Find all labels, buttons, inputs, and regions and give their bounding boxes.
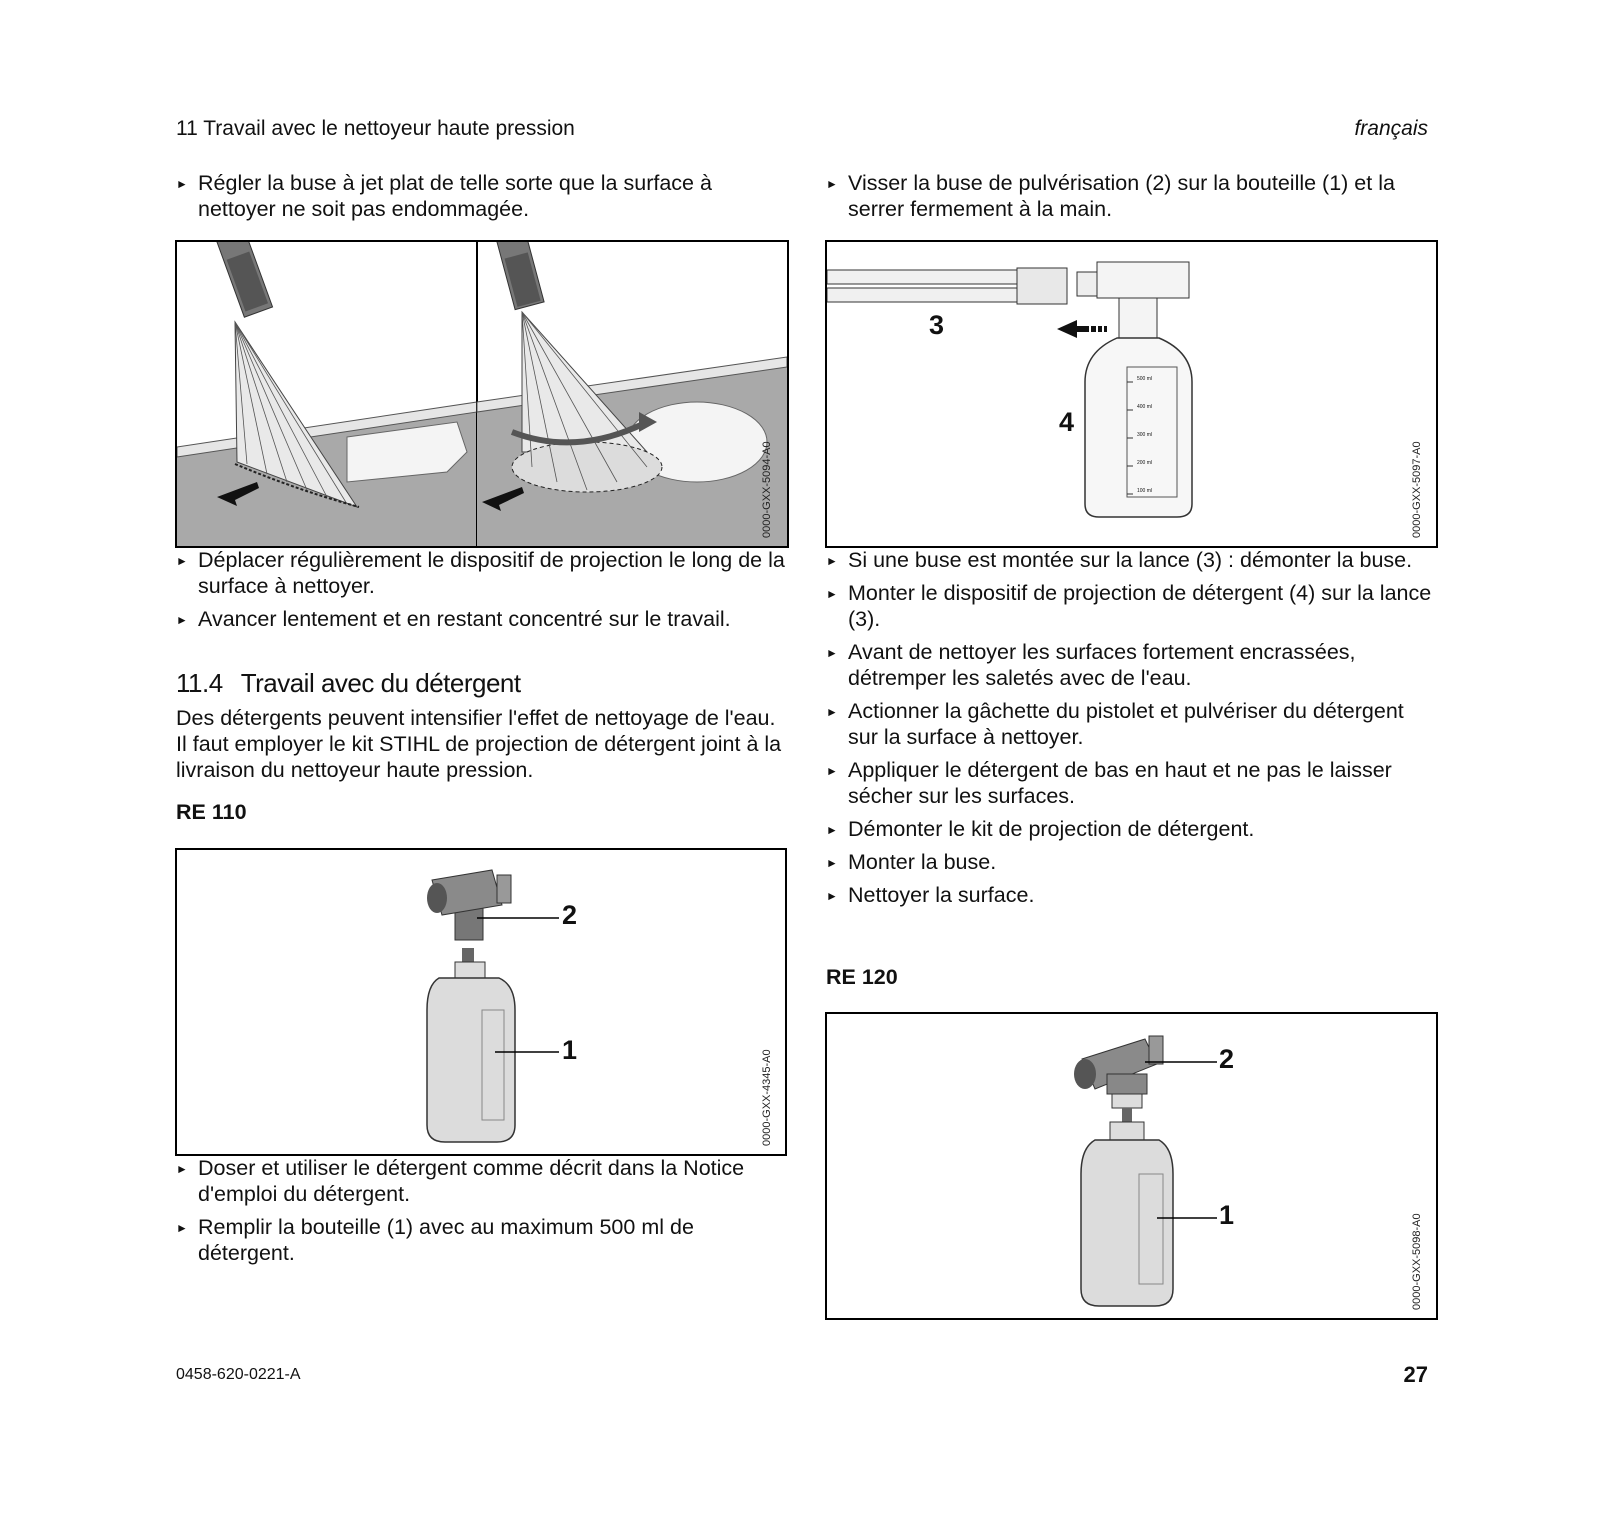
callout-2: 2 <box>562 900 578 930</box>
scale-mark-100: 100 ml <box>1137 488 1153 494</box>
left-bottom-instructions <box>176 1155 786 1273</box>
figure-code: 0000-GXX-5097-A0 <box>1411 441 1423 538</box>
callout-4: 4 <box>1059 407 1075 437</box>
figure-spray-surface <box>175 240 789 548</box>
bullet-item: ► Monter le dispositif de projection de détergent (4) sur la lance (3). <box>826 580 1436 632</box>
spray-surface-illustration <box>177 242 787 546</box>
figure-code: 0000-GXX-5094-A0 <box>761 441 773 538</box>
lance-bottle-illustration <box>827 242 1436 546</box>
left-top-instructions <box>176 170 786 229</box>
chapter-header: 11 Travail avec le nettoyeur haute pression <box>176 117 575 140</box>
callout-1: 1 <box>562 1035 578 1065</box>
section-heading <box>176 668 786 699</box>
bullet-item: ► Actionner la gâchette du pistolet et pulvériser du détergent sur la surface à nettoyer. <box>826 698 1436 750</box>
document-number: 0458-620-0221-A <box>176 1366 301 1383</box>
page-number: 27 <box>1403 1362 1428 1387</box>
callout-1: 1 <box>1219 1200 1235 1230</box>
subhead-re120: RE 120 <box>826 965 898 989</box>
right-instructions <box>826 547 1436 915</box>
bullet-item: ► Régler la buse à jet plat de telle sorte que la surface à nettoyer ne soit pas endommagée. <box>176 170 786 222</box>
re120-sprayer-illustration <box>827 1014 1436 1318</box>
section-number: 11.4 <box>176 668 223 698</box>
bullet-item: ► Remplir la bouteille (1) avec au maximum 500 ml de détergent. <box>176 1214 786 1266</box>
bullet-item: ► Monter la buse. <box>826 849 1436 875</box>
figure-code: 0000-GXX-5098-A0 <box>1411 1213 1423 1310</box>
scale-mark-200: 200 ml <box>1137 460 1153 466</box>
section-paragraph: Des détergents peuvent intensifier l'effet de nettoyage de l'eau. Il faut employer le kit STIHL de projection de détergent joint à la livraison du nettoyeur haute pression. <box>176 706 782 782</box>
bullet-item: ► Démonter le kit de projection de détergent. <box>826 816 1436 842</box>
bullet-item: ► Visser la buse de pulvérisation (2) sur la bouteille (1) et la serrer fermement à la main. <box>826 170 1436 222</box>
callout-3: 3 <box>929 310 945 340</box>
language-label: français <box>1354 117 1428 140</box>
bullet-item: ► Doser et utiliser le détergent comme décrit dans la Notice d'emploi du détergent. <box>176 1155 786 1207</box>
scale-mark-300: 300 ml <box>1137 432 1153 438</box>
scale-mark-500: 500 ml <box>1137 376 1153 382</box>
figure-re110-sprayer <box>175 848 787 1156</box>
scale-mark-400: 400 ml <box>1137 404 1153 410</box>
re110-sprayer-illustration <box>177 850 785 1154</box>
right-top-instructions <box>826 170 1436 229</box>
bullet-item: ► Si une buse est montée sur la lance (3) : démonter la buse. <box>826 547 1436 573</box>
figure-code: 0000-GXX-4345-A0 <box>761 1049 773 1146</box>
bullet-item: ► Avant de nettoyer les surfaces fortement encrassées, détremper les saletés avec de l'eau. <box>826 639 1436 691</box>
bullet-item: ► Appliquer le détergent de bas en haut et ne pas le laisser sécher sur les surfaces. <box>826 757 1436 809</box>
figure-re120-sprayer <box>825 1012 1438 1320</box>
bullet-item: ► Avancer lentement et en restant concentré sur le travail. <box>176 606 786 632</box>
subhead-re110: RE 110 <box>176 800 247 824</box>
section-title: Travail avec du détergent <box>240 668 521 698</box>
figure-lance-bottle <box>825 240 1438 548</box>
bullet-item: ► Nettoyer la surface. <box>826 882 1436 908</box>
section-11-4 <box>176 668 786 783</box>
callout-2: 2 <box>1219 1044 1235 1074</box>
left-mid-instructions <box>176 547 786 639</box>
bullet-item: ► Déplacer régulièrement le dispositif de projection le long de la surface à nettoyer. <box>176 547 786 599</box>
